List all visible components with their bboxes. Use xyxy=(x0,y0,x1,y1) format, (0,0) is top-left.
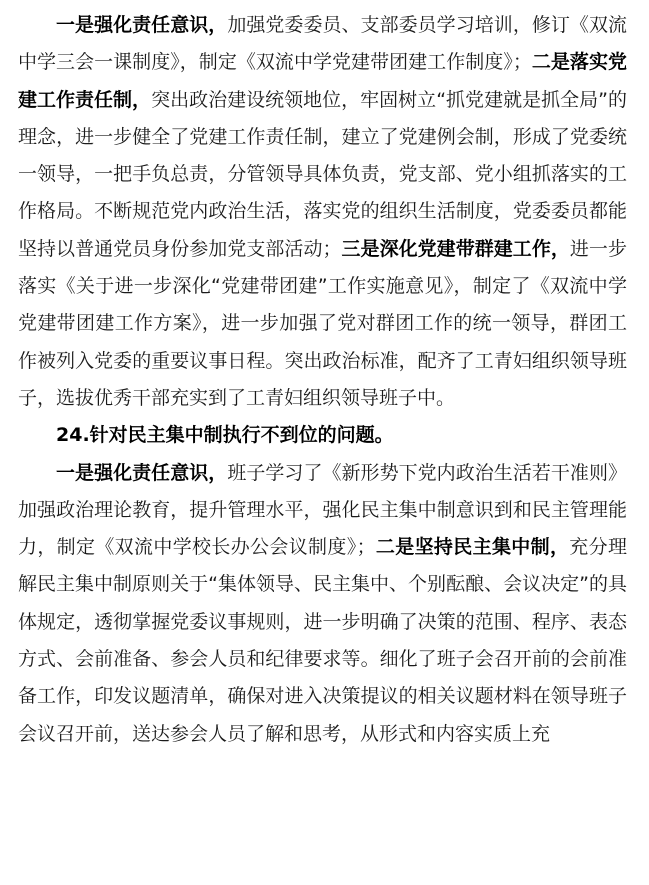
heading-strengthen-responsibility-2: 一是强化责任意识， xyxy=(56,461,228,484)
heading-deepen-mass-organization-work: 三是深化党建带群建工作， xyxy=(341,237,570,260)
body-text: 班子学习了《新形势下党内政治生活若干准则》加强政治理论教育，提升管理水平，强化民主集中制意识到和民主管理能力，制定《双流中学校长办公会议制度》； xyxy=(18,461,627,559)
heading-strengthen-responsibility: 一是强化责任意识， xyxy=(56,14,228,36)
heading-implement-responsibility-system: 二是落实党建工作责任制， xyxy=(18,51,627,111)
heading-uphold-democratic-centralism: 二是坚持民主集中制， xyxy=(375,536,570,559)
paragraph-democratic-centralism xyxy=(18,455,627,753)
paragraph-party-building xyxy=(18,7,627,417)
section-heading-text: 24.针对民主集中制执行不到位的问题。 xyxy=(56,424,394,447)
body-text: 充分理解民主集中制原则关于“集体领导、民主集中、个别酝酿、会议决定”的具体规定，透彻掌握党委议事规则，进一步明确了决策的范围、程序、表态方式、会前准备、参会人员和纪律要求等。细化了班子会召开前的会前准备工作，印发议题清单，确保对进入决策提议的相关议题材料在领导班子会议召开前，送达参会人员了解和思考，从形式和内容实质上充 xyxy=(18,536,627,745)
body-text: 加强党委委员、支部委员学习培训，修订《双流中学三会一课制度》，制定《双流中学党建带团建工作制度》； xyxy=(18,14,627,74)
body-text: 突出政治建设统领地位，牢固树立“抓党建就是抓全局”的理念，进一步健全了党建工作责任制，建立了党建例会制，形成了党委统一领导，一把手负总责，分管领导具体负责，党支部、党小组抓落实的工作格局。不断规范党内政治生活，落实党的组织生活制度，党委委员都能坚持以普通党员身份参加党支部活动； xyxy=(18,88,627,260)
body-text: 进一步落实《关于进一步深化“党建带团建”工作实施意见》，制定了《双流中学党建带团建工作方案》，进一步加强了党对群团工作的统一领导，群团工作被列入党委的重要议事日程。突出政治标准，配齐了工青妇组织领导班子，选拔优秀干部充实到了工青妇组织领导班子中。 xyxy=(18,237,627,409)
section-heading-24 xyxy=(18,417,627,454)
